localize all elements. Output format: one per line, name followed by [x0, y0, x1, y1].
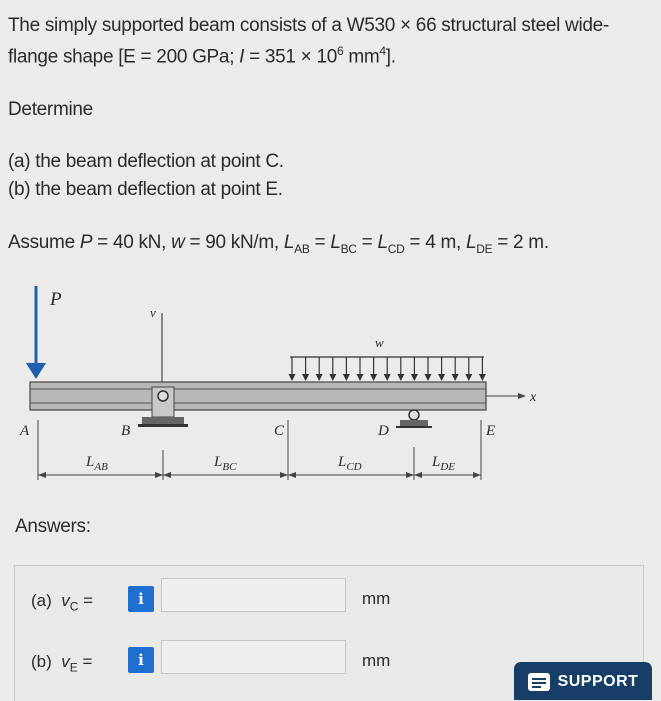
distributed-load-arrowhead: [452, 374, 459, 381]
distributed-load-arrowhead: [357, 374, 364, 381]
x-axis-label: x: [530, 390, 537, 405]
info-icon-a[interactable]: i: [128, 586, 154, 612]
distributed-load-arrowhead: [411, 374, 418, 381]
answer-a-input[interactable]: [161, 578, 346, 612]
span-label-de: $L_{DE}$: [432, 454, 456, 473]
support-d-roller: [396, 410, 432, 428]
distributed-load-arrowhead: [438, 374, 445, 381]
distributed-load-arrowhead: [465, 374, 472, 381]
distributed-load-arrowhead: [343, 374, 350, 381]
answer-b-unit: mm: [362, 651, 391, 670]
answers-heading: Answers:: [15, 516, 91, 537]
part-b-text: (b) the beam deflection at point E.: [8, 179, 283, 200]
support-button-label: SUPPORT: [557, 673, 639, 690]
span-label-cd: $L_{CD}$: [338, 454, 362, 473]
distributed-load-arrowhead: [302, 374, 309, 381]
point-label-b: B: [121, 423, 131, 439]
distributed-load-arrowhead: [289, 374, 296, 381]
distributed-load-arrowhead: [425, 374, 432, 381]
answer-a-label: (a) $v_C$ =: [31, 591, 94, 614]
distributed-load-arrowhead: [384, 374, 391, 381]
point-label-c: C: [274, 423, 285, 439]
support-chat-icon: [528, 673, 550, 691]
determine-heading: Determine: [8, 99, 93, 120]
distributed-load-arrowhead: [370, 374, 377, 381]
span-label-bc: $L_{BC}$: [214, 454, 237, 473]
load-label-p: P: [50, 289, 62, 310]
distributed-load-arrowhead: [479, 374, 486, 381]
problem-line-2: flange shape [E = 200 GPa; $I = 351 \times 10^6$ $mm^4$].: [8, 44, 396, 68]
info-icon-b[interactable]: i: [128, 647, 154, 673]
distributed-load-label: w: [375, 335, 384, 350]
point-load-arrow: [26, 286, 46, 379]
beam: [30, 382, 486, 410]
distributed-load-arrowhead: [397, 374, 404, 381]
point-label-a: A: [20, 423, 30, 439]
answer-b-input[interactable]: [161, 640, 346, 674]
x-axis-arrowhead: [518, 393, 526, 399]
span-label-ab: $L_{AB}$: [86, 454, 108, 473]
support-button[interactable]: [514, 662, 652, 700]
distributed-load-arrows: [289, 357, 486, 381]
answer-b-label: (b) $v_E$ =: [31, 652, 93, 675]
distributed-load-arrowhead: [329, 374, 336, 381]
answer-a-unit: mm: [362, 589, 391, 608]
problem-line-1: The simply supported beam consists of a W530 × 66 structural steel wide-: [8, 15, 609, 36]
distributed-load-arrowhead: [316, 374, 323, 381]
part-a-text: (a) the beam deflection at point C.: [8, 151, 284, 172]
point-label-d: D: [378, 423, 389, 439]
point-label-e: E: [486, 423, 496, 439]
assume-text: Assume P = 40 kN, w = 90 kN/m, $L_{AB} = L_{BC} = L_{CD} = 4$ m, $L_{DE} = 2$ m.: [8, 232, 549, 256]
beam-diagram: [0, 275, 661, 500]
v-axis-label: v: [150, 305, 156, 320]
